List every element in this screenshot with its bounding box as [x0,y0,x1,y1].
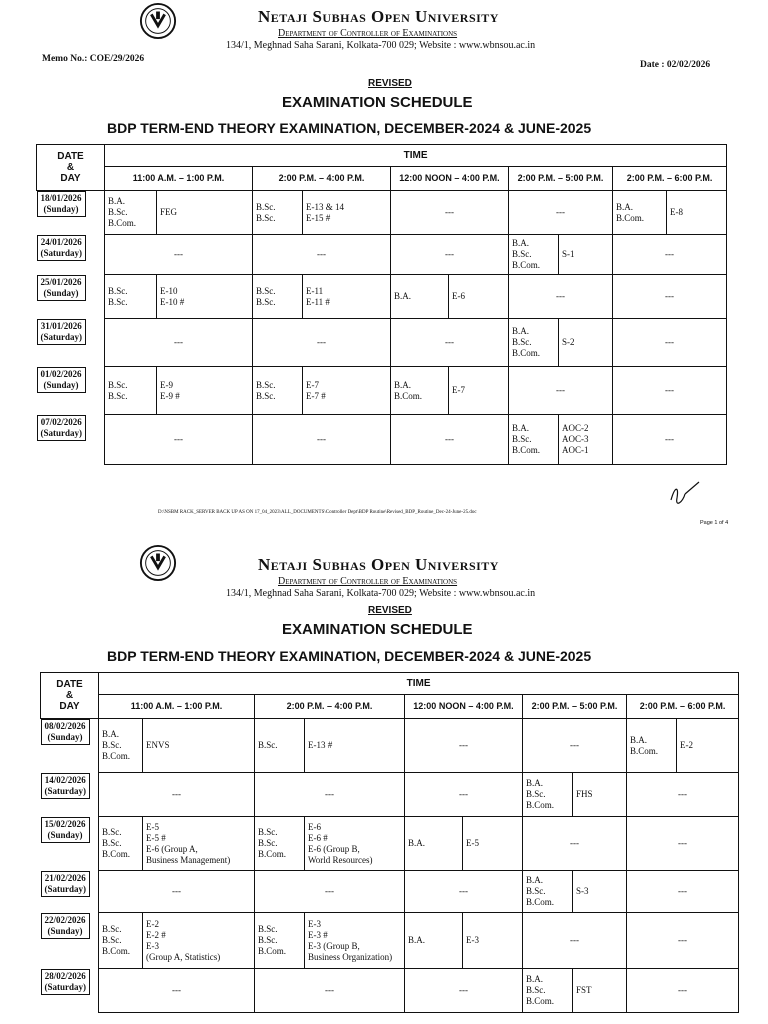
empty-slot-cell: --- [253,235,391,275]
memo-number: Memo No.: COE/29/2026 [42,54,145,64]
empty-slot-cell: --- [391,415,509,465]
course-code-cell: AOC-2 AOC-3 AOC-1 [559,415,613,465]
date-day-header: DATE & DAY [37,145,105,191]
programme-cell: B.Sc. B.Sc. [105,367,157,415]
course-code-cell: E-8 [667,191,727,235]
empty-slot-cell: --- [255,773,405,817]
date-cell: 14/02/2026 (Saturday) [41,773,91,799]
table-row [37,367,727,415]
department-name: Department of Controller of Examinations [278,576,458,587]
date-cell: 01/02/2026 (Sunday) [37,367,86,393]
empty-slot-cell: --- [391,235,509,275]
programme-cell: B.Sc. B.Sc. [105,275,157,319]
programme-cell: B.A. B.Sc. B.Com. [523,969,573,1013]
empty-slot-cell: --- [405,773,523,817]
course-code-cell: E-13 # [305,719,405,773]
course-code-cell: E-7 [449,367,509,415]
table-row [37,191,727,235]
course-code-cell: E-5 E-5 # E-6 (Group A, Business Management) [143,817,255,871]
empty-slot-cell: --- [509,191,613,235]
empty-slot-cell: --- [627,871,739,913]
empty-slot-cell: --- [391,191,509,235]
time-slot-header: 2:00 P.M. – 4:00 P.M. [253,167,391,191]
time-slot-header: 2:00 P.M. – 6:00 P.M. [627,695,739,719]
file-path: D:\NSBM RACK_SERVER BACK UP AS ON 17_04_2023\ALL_DOCUMENTS\Controller Dept\BDP Routine\Revised_BDP_Routine_Dec-24-June-25.doc [158,510,477,515]
course-code-cell: E-3 E-3 # E-3 (Group B, Business Organization) [305,913,405,969]
schedule-title: EXAMINATION SCHEDULE [282,621,473,638]
table-row [37,415,727,465]
course-code-cell: S-1 [559,235,613,275]
course-code-cell: E-6 [449,275,509,319]
university-logo [139,544,177,582]
course-code-cell: E-2 E-2 # E-3 (Group A, Statistics) [143,913,255,969]
empty-slot-cell: --- [523,719,627,773]
date-cell: 22/02/2026 (Sunday) [41,913,90,939]
date-cell: 18/01/2026 (Sunday) [37,191,86,217]
course-code-cell: E-6 E-6 # E-6 (Group B, World Resources) [305,817,405,871]
university-name: Netaji Subhas Open University [258,555,499,574]
schedule-title: EXAMINATION SCHEDULE [282,94,473,111]
address: 134/1, Meghnad Saha Sarani, Kolkata-700 029; Website : www.wbnsou.ac.in [226,588,536,599]
course-code-cell: E-5 [463,817,523,871]
empty-slot-cell: --- [613,275,727,319]
programme-cell: B.A. B.Sc. B.Com. [105,191,157,235]
course-code-cell: E-7 E-7 # [303,367,391,415]
programme-cell: B.Sc. B.Sc. B.Com. [99,817,143,871]
course-code-cell: ENVS [143,719,255,773]
table-row [37,275,727,319]
programme-cell: B.A. B.Com. [613,191,667,235]
table-row [41,871,739,913]
date-cell: 07/02/2026 (Saturday) [37,415,87,441]
programme-cell: B.A. B.Sc. B.Com. [509,235,559,275]
empty-slot-cell: --- [613,235,727,275]
programme-cell: B.Sc. [255,719,305,773]
empty-slot-cell: --- [99,871,255,913]
programme-cell: B.A. [405,913,463,969]
course-code-cell: S-3 [573,871,627,913]
empty-slot-cell: --- [405,719,523,773]
table-row [41,969,739,1013]
programme-cell: B.A. B.Sc. B.Com. [523,871,573,913]
page-2 [0,540,768,1024]
programme-cell: B.Sc. B.Sc. [253,275,303,319]
empty-slot-cell: --- [627,773,739,817]
table-row [37,235,727,275]
date-cell: 15/02/2026 (Sunday) [41,817,90,843]
programme-cell: B.Sc. B.Sc. B.Com. [99,913,143,969]
revised-label: REVISED [368,78,412,89]
date-cell: 25/01/2026 (Sunday) [37,275,86,301]
course-code-cell: E-11 E-11 # [303,275,391,319]
empty-slot-cell: --- [255,871,405,913]
programme-cell: B.A. B.Sc. B.Com. [99,719,143,773]
signature [665,480,705,512]
course-code-cell: E-13 & 14 E-15 # [303,191,391,235]
empty-slot-cell: --- [613,367,727,415]
empty-slot-cell: --- [613,415,727,465]
schedule-table-page-2 [40,672,739,1013]
date-cell: 31/01/2026 (Saturday) [37,319,87,345]
date-cell: 28/02/2026 (Saturday) [41,969,91,995]
empty-slot-cell: --- [99,773,255,817]
time-slot-header: 2:00 P.M. – 4:00 P.M. [255,695,405,719]
schedule-subtitle: BDP TERM-END THEORY EXAMINATION, DECEMBER-2024 & JUNE-2025 [107,648,592,664]
empty-slot-cell: --- [509,275,613,319]
course-code-cell: FST [573,969,627,1013]
empty-slot-cell: --- [627,913,739,969]
university-logo [139,2,177,40]
time-header: TIME [105,145,727,167]
empty-slot-cell: --- [253,319,391,367]
university-name: Netaji Subhas Open University [258,7,499,26]
empty-slot-cell: --- [405,871,523,913]
course-code-cell: S-2 [559,319,613,367]
table-row [41,719,739,773]
revised-label: REVISED [368,605,412,616]
empty-slot-cell: --- [105,235,253,275]
time-slot-header: 11:00 A.M. – 1:00 P.M. [99,695,255,719]
course-code-cell: E-3 [463,913,523,969]
time-slot-header: 11:00 A.M. – 1:00 P.M. [105,167,253,191]
empty-slot-cell: --- [105,415,253,465]
address: 134/1, Meghnad Saha Sarani, Kolkata-700 029; Website : www.wbnsou.ac.in [226,40,536,51]
empty-slot-cell: --- [391,319,509,367]
programme-cell: B.A. B.Sc. B.Com. [509,319,559,367]
empty-slot-cell: --- [509,367,613,415]
table-row [41,913,739,969]
empty-slot-cell: --- [627,969,739,1013]
time-slot-header: 2:00 P.M. – 5:00 P.M. [523,695,627,719]
department-name: Department of Controller of Examinations [278,28,458,39]
page-number: Page 1 of 4 [700,520,729,526]
programme-cell: B.Sc. B.Sc. [253,191,303,235]
table-row [41,773,739,817]
schedule-subtitle: BDP TERM-END THEORY EXAMINATION, DECEMBER-2024 & JUNE-2025 [107,120,592,136]
memo-date: Date : 02/02/2026 [640,60,711,70]
empty-slot-cell: --- [253,415,391,465]
course-code-cell: E-9 E-9 # [157,367,253,415]
table-row [37,319,727,367]
date-cell: 08/02/2026 (Sunday) [41,719,90,745]
time-slot-header: 12:00 NOON – 4:00 P.M. [391,167,509,191]
schedule-table-page-1 [36,144,727,465]
programme-cell: B.Sc. B.Sc. B.Com. [255,817,305,871]
time-header: TIME [99,673,739,695]
date-day-header: DATE & DAY [41,673,99,719]
empty-slot-cell: --- [405,969,523,1013]
course-code-cell: E-10 E-10 # [157,275,253,319]
programme-cell: B.A. B.Sc. B.Com. [523,773,573,817]
time-slot-header: 2:00 P.M. – 5:00 P.M. [509,167,613,191]
programme-cell: B.A. B.Sc. B.Com. [509,415,559,465]
date-cell: 24/01/2026 (Saturday) [37,235,87,261]
time-slot-header: 12:00 NOON – 4:00 P.M. [405,695,523,719]
empty-slot-cell: --- [105,319,253,367]
course-code-cell: E-2 [677,719,739,773]
table-row [41,817,739,871]
empty-slot-cell: --- [613,319,727,367]
empty-slot-cell: --- [523,817,627,871]
programme-cell: B.Sc. B.Sc. B.Com. [255,913,305,969]
empty-slot-cell: --- [627,817,739,871]
empty-slot-cell: --- [523,913,627,969]
empty-slot-cell: --- [255,969,405,1013]
date-cell: 21/02/2026 (Saturday) [41,871,91,897]
time-slot-header: 2:00 P.M. – 6:00 P.M. [613,167,727,191]
programme-cell: B.A. [405,817,463,871]
course-code-cell: FHS [573,773,627,817]
empty-slot-cell: --- [99,969,255,1013]
course-code-cell: FEG [157,191,253,235]
programme-cell: B.Sc. B.Sc. [253,367,303,415]
programme-cell: B.A. B.Com. [627,719,677,773]
programme-cell: B.A. B.Com. [391,367,449,415]
programme-cell: B.A. [391,275,449,319]
